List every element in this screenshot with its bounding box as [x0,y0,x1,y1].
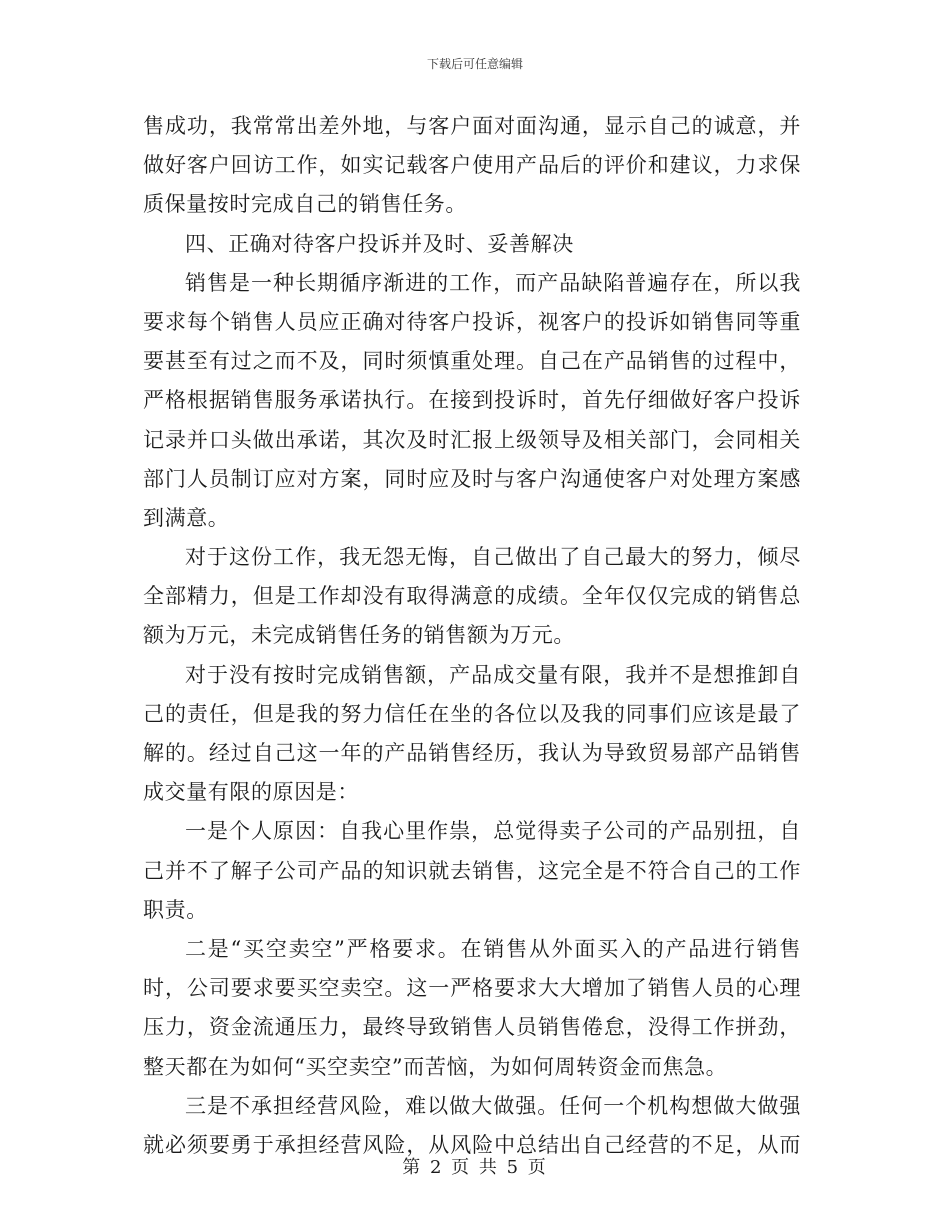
text-line: 全部精力，但是工作却没有取得满意的成绩。全年仅仅完成的销售总 [143,584,801,609]
text-line: 己的责任，但是我的努力信任在坐的各位以及我的同事们应该是最了 [143,701,801,726]
text-line: 要甚至有过之而不及，同时须慎重处理。自己在产品销售的过程中， [143,349,801,374]
text-line: 己并不了解子公司产品的知识就去销售，这完全是不符合自己的工作 [143,858,801,883]
text-line: 销售是一种长期循序渐进的工作，而产品缺陷普遍存在，所以我 [185,270,801,295]
text-line: 三是不承担经营风险，难以做大做强。任何一个机构想做大做强 [185,1093,801,1118]
text-line: 整天都在为如何“买空卖空”而苦恼，为如何周转资金而焦急。 [143,1054,728,1079]
text-line: 成交量有限的原因是： [143,780,359,805]
text-line: 职责。 [143,897,208,922]
text-line: 时，公司要求要买空卖空。这一严格要求大大增加了销售人员的心理 [143,976,801,1001]
text-line: 解的。经过自己这一年的产品销售经历，我认为导致贸易部产品销售 [143,741,801,765]
text-line: 质保量按时完成自己的销售任务。 [143,192,467,217]
text-line: 额为万元，未完成销售任务的销售额为万元。 [143,623,575,648]
text-line: 二是“买空卖空”严格要求。在销售从外面买入的产品进行销售 [185,936,801,961]
text-line: 对于没有按时完成销售额，产品成交量有限，我并不是想推卸自 [185,662,801,687]
text-line: 就必须要勇于承担经营风险，从风险中总结出自己经营的不足，从而 [143,1132,801,1157]
text-line: 压力，资金流通压力，最终导致销售人员销售倦怠，没得工作拼劲， [143,1015,801,1040]
text-line: 要求每个销售人员应正确对待客户投诉，视客户的投诉如销售同等重 [143,309,801,334]
text-line: 到满意。 [143,505,230,530]
text-line: 严格根据销售服务承诺执行。在接到投诉时，首先仔细做好客户投诉 [143,388,801,413]
page-footer: 第 2 页 共 5 页 [402,1157,548,1178]
text-line: 对于这份工作，我无怨无悔，自己做出了自己最大的努力，倾尽 [185,545,801,570]
document-body [143,107,801,1165]
text-line: 售成功，我常常出差外地，与客户面对面沟通，显示自己的诚意，并 [143,114,801,138]
text-line: 一是个人原因：自我心里作祟，总觉得卖子公司的产品别扭，自 [185,819,801,844]
page-header: 下载后可任意编辑 [426,57,523,71]
text-line: 记录并口头做出承诺，其次及时汇报上级领导及相关部门，会同相关 [143,427,801,452]
text-line: 部门人员制订应对方案，同时应及时与客户沟通使客户对处理方案感 [143,466,801,491]
text-line: 四、正确对待客户投诉并及时、妥善解决 [185,231,574,256]
text-line: 做好客户回访工作，如实记载客户使用产品后的评价和建议，力求保 [143,153,801,178]
